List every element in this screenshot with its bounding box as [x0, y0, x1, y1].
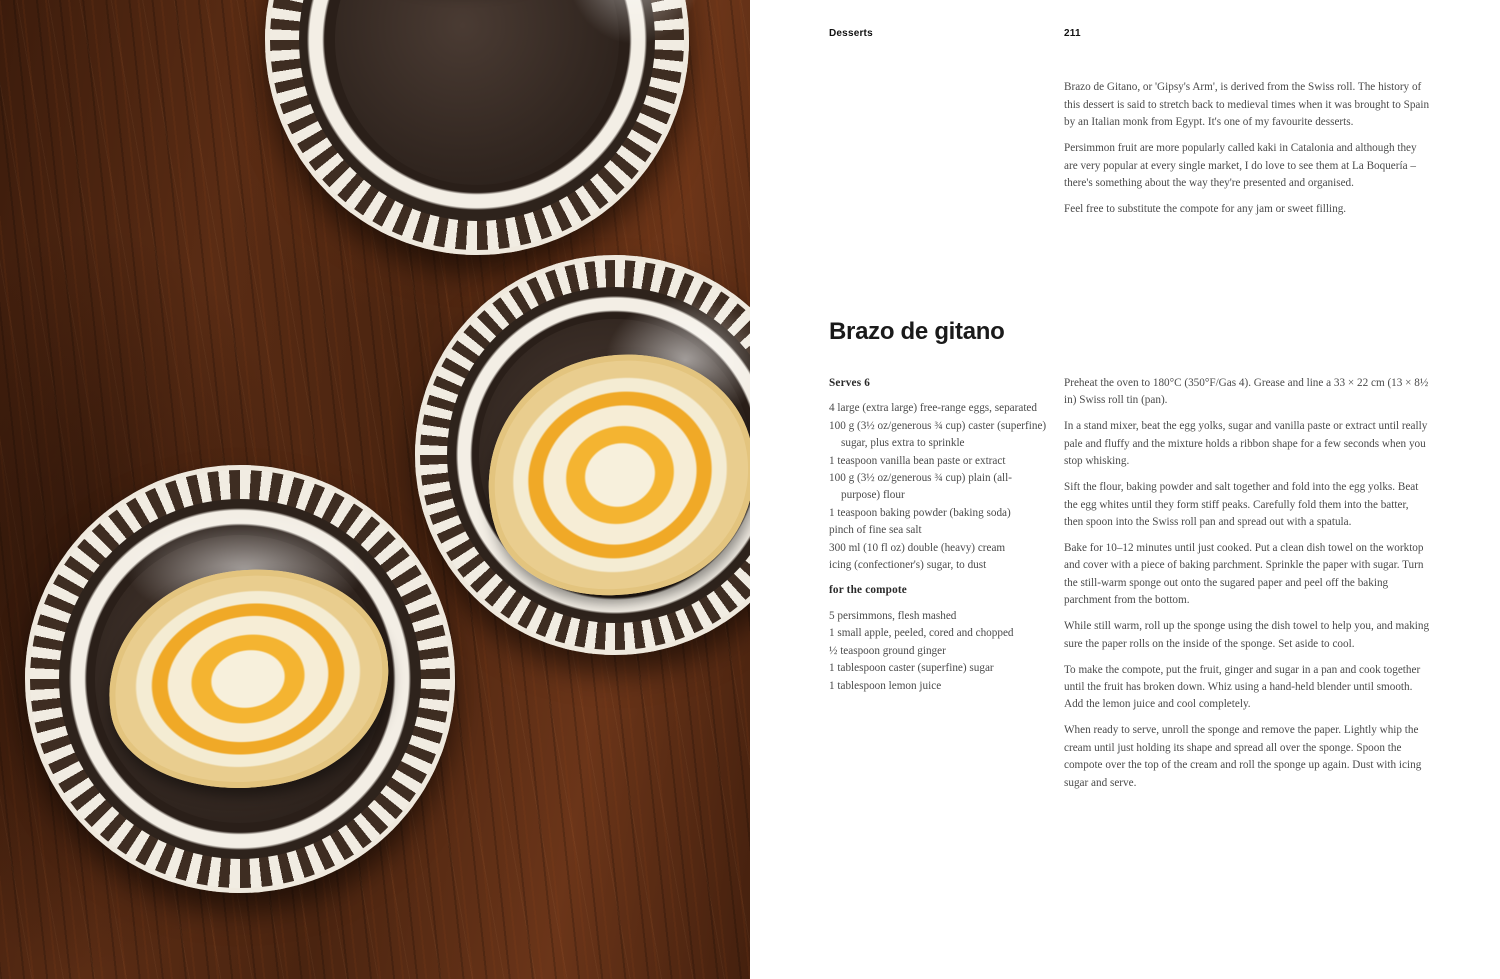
- page-number: 211: [1064, 28, 1081, 39]
- ingredients-column: [829, 375, 1051, 703]
- ingredient-item: 1 tablespoon caster (superfine) sugar: [829, 662, 994, 675]
- ingredient-item: 1 tablespoon lemon juice: [829, 679, 942, 692]
- intro-paragraph: Persimmon fruit are more popularly called kaki in Catalonia and although they are very popular at every single market, I do love to see them at La Boquería – there's something about the way they're presented and organised.: [1064, 142, 1417, 189]
- intro-text: [1064, 79, 1430, 227]
- ingredient-item: 1 teaspoon vanilla bean paste or extract: [829, 454, 1006, 467]
- ingredient-item: pinch of fine sea salt: [829, 524, 922, 537]
- method-step: When ready to serve, unroll the sponge and remove the paper. Lightly whip the cream until just holding its shape and spread all over the sponge. Spoon the compote over the top of the cream and roll the sponge up again. Dust with icing sugar and serve.: [1064, 724, 1422, 789]
- plate-right: [415, 255, 750, 655]
- serves-label: Serves 6: [829, 377, 871, 389]
- method-step: Bake for 10–12 minutes until just cooked. Put a clean dish towel on the worktop and cover with a piece of baking parchment. Sprinkle the paper with sugar. Turn the still-warm sponge out onto the sugared paper and peel off the baking parchment from the bottom.: [1064, 542, 1424, 607]
- compote-label: for the compote: [829, 584, 907, 597]
- method-step: While still warm, roll up the sponge using the dish towel to help you, and making sure the paper rolls on the inside of the sponge. Set aside to cool.: [1064, 620, 1430, 650]
- ingredient-item: 1 small apple, peeled, cored and chopped: [829, 627, 1014, 640]
- intro-paragraph: Feel free to substitute the compote for any jam or sweet filling.: [1064, 203, 1347, 215]
- recipe-page: [750, 0, 1500, 979]
- ingredient-item: 100 g (3½ oz/generous ¾ cup) caster (superfine) sugar, plus extra to sprinkle: [829, 419, 1047, 450]
- intro-paragraph: Brazo de Gitano, or 'Gipsy's Arm', is derived from the Swiss roll. The history of this dessert is said to stretch back to medieval times when it was brought to Spain by an Italian monk from Egypt. It's one of my favourite desserts.: [1064, 81, 1430, 128]
- running-head-section: Desserts: [829, 28, 873, 39]
- method-step: To make the compote, put the fruit, ginger and sugar in a pan and cook together until the fruit has broken down. Whiz using a hand-held blender until smooth. Add the lemon juice and cool completely.: [1064, 663, 1421, 711]
- plate-bottom: [25, 465, 455, 893]
- plate-top: [265, 0, 689, 255]
- ingredient-item: 1 teaspoon baking powder (baking soda): [829, 506, 1011, 519]
- ingredient-item: ½ teaspoon ground ginger: [829, 644, 946, 657]
- ingredient-item: icing (confectioner's) sugar, to dust: [829, 559, 987, 572]
- ingredient-list: [829, 400, 1051, 574]
- recipe-title: Brazo de gitano: [829, 318, 1005, 345]
- ingredient-item: 4 large (extra large) free-range eggs, separated: [829, 402, 1037, 415]
- compote-ingredient-list: [829, 608, 1051, 695]
- method-column: [1064, 375, 1430, 801]
- ingredient-item: 100 g (3½ oz/generous ¾ cup) plain (all-purpose) flour: [829, 472, 1012, 502]
- method-step: Sift the flour, baking powder and salt together and fold into the egg yolks. Beat the egg whites until they form stiff peaks. Carefully fold them into the batter, then spoon into the Swiss roll pan and spread out with a spatula.: [1064, 481, 1419, 529]
- ingredient-item: 300 ml (10 fl oz) double (heavy) cream: [829, 541, 1006, 554]
- method-step: Preheat the oven to 180°C (350°F/Gas 4). Grease and line a 33 × 22 cm (13 × 8½ in) Swiss roll tin (pan).: [1064, 377, 1429, 407]
- ingredient-item: 5 persimmons, flesh mashed: [829, 609, 957, 622]
- method-step: In a stand mixer, beat the egg yolks, sugar and vanilla paste or extract until really pale and fluffy and the mixture holds a ribbon shape for a few seconds when you stop whisking.: [1064, 420, 1428, 468]
